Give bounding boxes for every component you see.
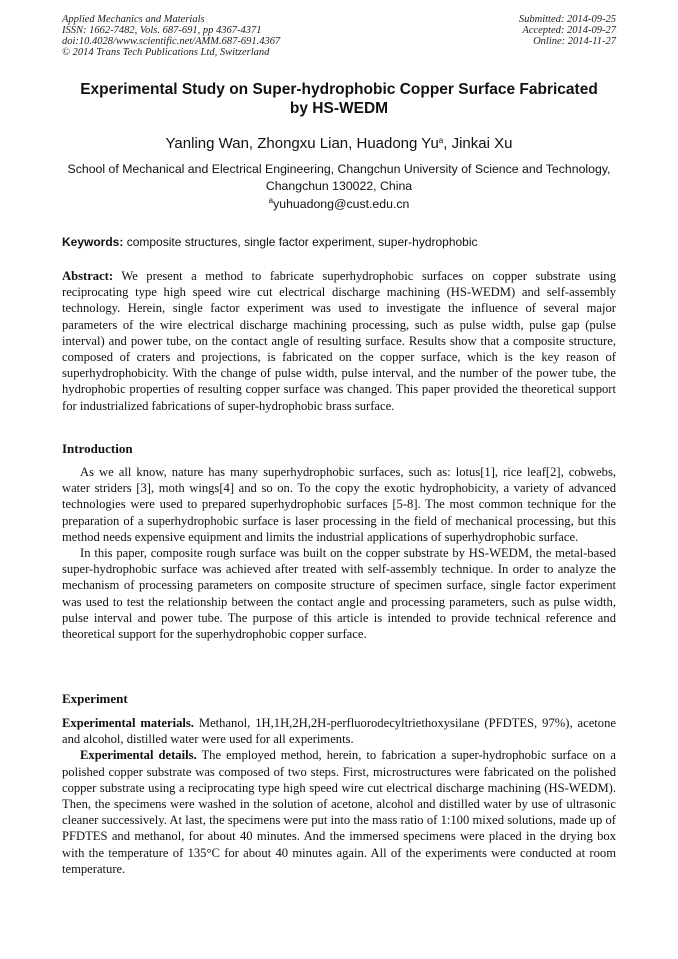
abstract-text: We present a method to fabricate superhydrophobic surfaces on copper substrate using reciprocating type high speed wire cut electrical discharge machining (HS-WEDM) and self-assembly technology. Herein, single factor experiment was used to investigate the influence of several major parameters of the wire electrical discharge machining processing, such as pulse width, pulse gap (pulse interval) and power tube, on the contact angle of resulting surface. Results show that a composite structure, composed of craters and projections, is fabricated on the copper surface, which is the key reason of superhydrophobicity. With the change of pulse width, pulse interval, and the number of the power tube, the hydrophobic properties of resulting copper surface was changed. This paper provided the theoretical support for industrialized fabrications of super-hydrophobic brass surface. [62,269,616,413]
abstract-paragraph [62,268,616,414]
email-superscript: a [268,196,274,205]
accepted-date: Accepted: 2014-09-27 [522,25,616,36]
journal-info [62,14,280,58]
email-address: yuhuadong@cust.edu.cn [273,197,410,211]
paper-title [62,80,616,118]
copyright-line: © 2014 Trans Tech Publications Ltd, Switzerland [62,47,270,58]
experiment-section [62,715,616,877]
affiliation [62,161,616,195]
publication-dates [519,14,616,47]
issn-line: ISSN: 1662-7482, Vols. 687-691, pp 4367-4371 [62,25,262,36]
introduction-heading: Introduction [62,441,133,456]
author-list [62,135,616,153]
authors-part-1: Yanling Wan, Zhongxu Lian, Huadong Yu [165,135,439,152]
author-email [62,196,616,212]
details-paragraph [62,747,616,877]
journal-name: Applied Mechanics and Materials [62,14,205,25]
keywords [62,234,616,250]
title-line-1: Experimental Study on Super-hydrophobic Copper Surface Fabricated [80,81,598,98]
materials-text: Methanol, 1H,1H,2H,2H-perfluorodecyltriethoxysilane (PFDTES, 97%), acetone and alcohol, distilled water were used for all experiments. [62,716,616,747]
details-label: Experimental details. [80,748,197,763]
affiliation-line-1: School of Mechanical and Electrical Engineering, Changchun University of Science and Technology, [67,162,611,176]
affiliation-line-2: Changchun 130022, China [265,179,413,193]
introduction-section [62,464,616,642]
submitted-date: Submitted: 2014-09-25 [518,14,616,25]
abstract-section [62,268,616,414]
keywords-text: composite structures, single factor experiment, super-hydrophobic [123,235,478,249]
authors-part-2: , Jinkai Xu [443,135,513,152]
author-superscript: a [438,136,444,145]
introduction-paragraph-1: As we all know, nature has many superhydrophobic surfaces, such as: lotus[1], rice leaf[2], cobwebs, water striders [3], moth wings[4] and so on. To the copy the exotic hydrophobicity, a variety of advanced technologies were used to prepared superhydrophobic surfaces [5-8]. The most common technique for the preparation of a superhydrophobic surface is laser processing in the field of mechanical processing, but this method needs expensive equipment and limits the industrial applications of superhydrophobic surface. [62,465,616,544]
materials-paragraph [62,715,616,747]
online-date: Online: 2014-11-27 [533,36,616,47]
keywords-label: Keywords: [62,235,124,249]
introduction-paragraph-2: In this paper, composite rough surface was built on the copper substrate by HS-WEDM, the metal-based super-hydrophobic surface was achieved after treated with self-assembly technique. In order to analyze the mechanism of processing parameters on composite structure of specimen surface, single factor experiment was used to test the relationship between the contact angle and processing parameters, such as pulse width, pulse interval and power tube. The purpose of this article is intended to provide technical reference and theoretical support for the superhydrophobic copper surface. [62,546,616,642]
title-line-2: by HS-WEDM [289,100,389,117]
abstract-label: Abstract: [62,269,114,283]
details-text: The employed method, herein, to fabrication a super-hydrophobic surface on a polished copper substrate was composed of two steps. First, microstructures were fabricated on the polished copper substrate using a reciprocating type high speed wire cut electrical discharge machining (HS-WEDM). Then, the specimens were washed in the solution of acetone, alcohol and distilled water by use of ultrasonic cleaner successively. At last, the specimens were put into the mass ratio of 1:100 mixed solutions, made up of PFDTES and methanol, for about 40 minutes. And the immersed specimens were placed in the drying box with the temperature of 135°C for about 40 minutes again. All of the experiments were conducted at room temperature. [62,748,617,876]
materials-label: Experimental materials. [62,716,194,730]
experiment-heading: Experiment [62,691,128,706]
doi-line: doi:10.4028/www.scientific.net/AMM.687-691.4367 [62,36,281,47]
